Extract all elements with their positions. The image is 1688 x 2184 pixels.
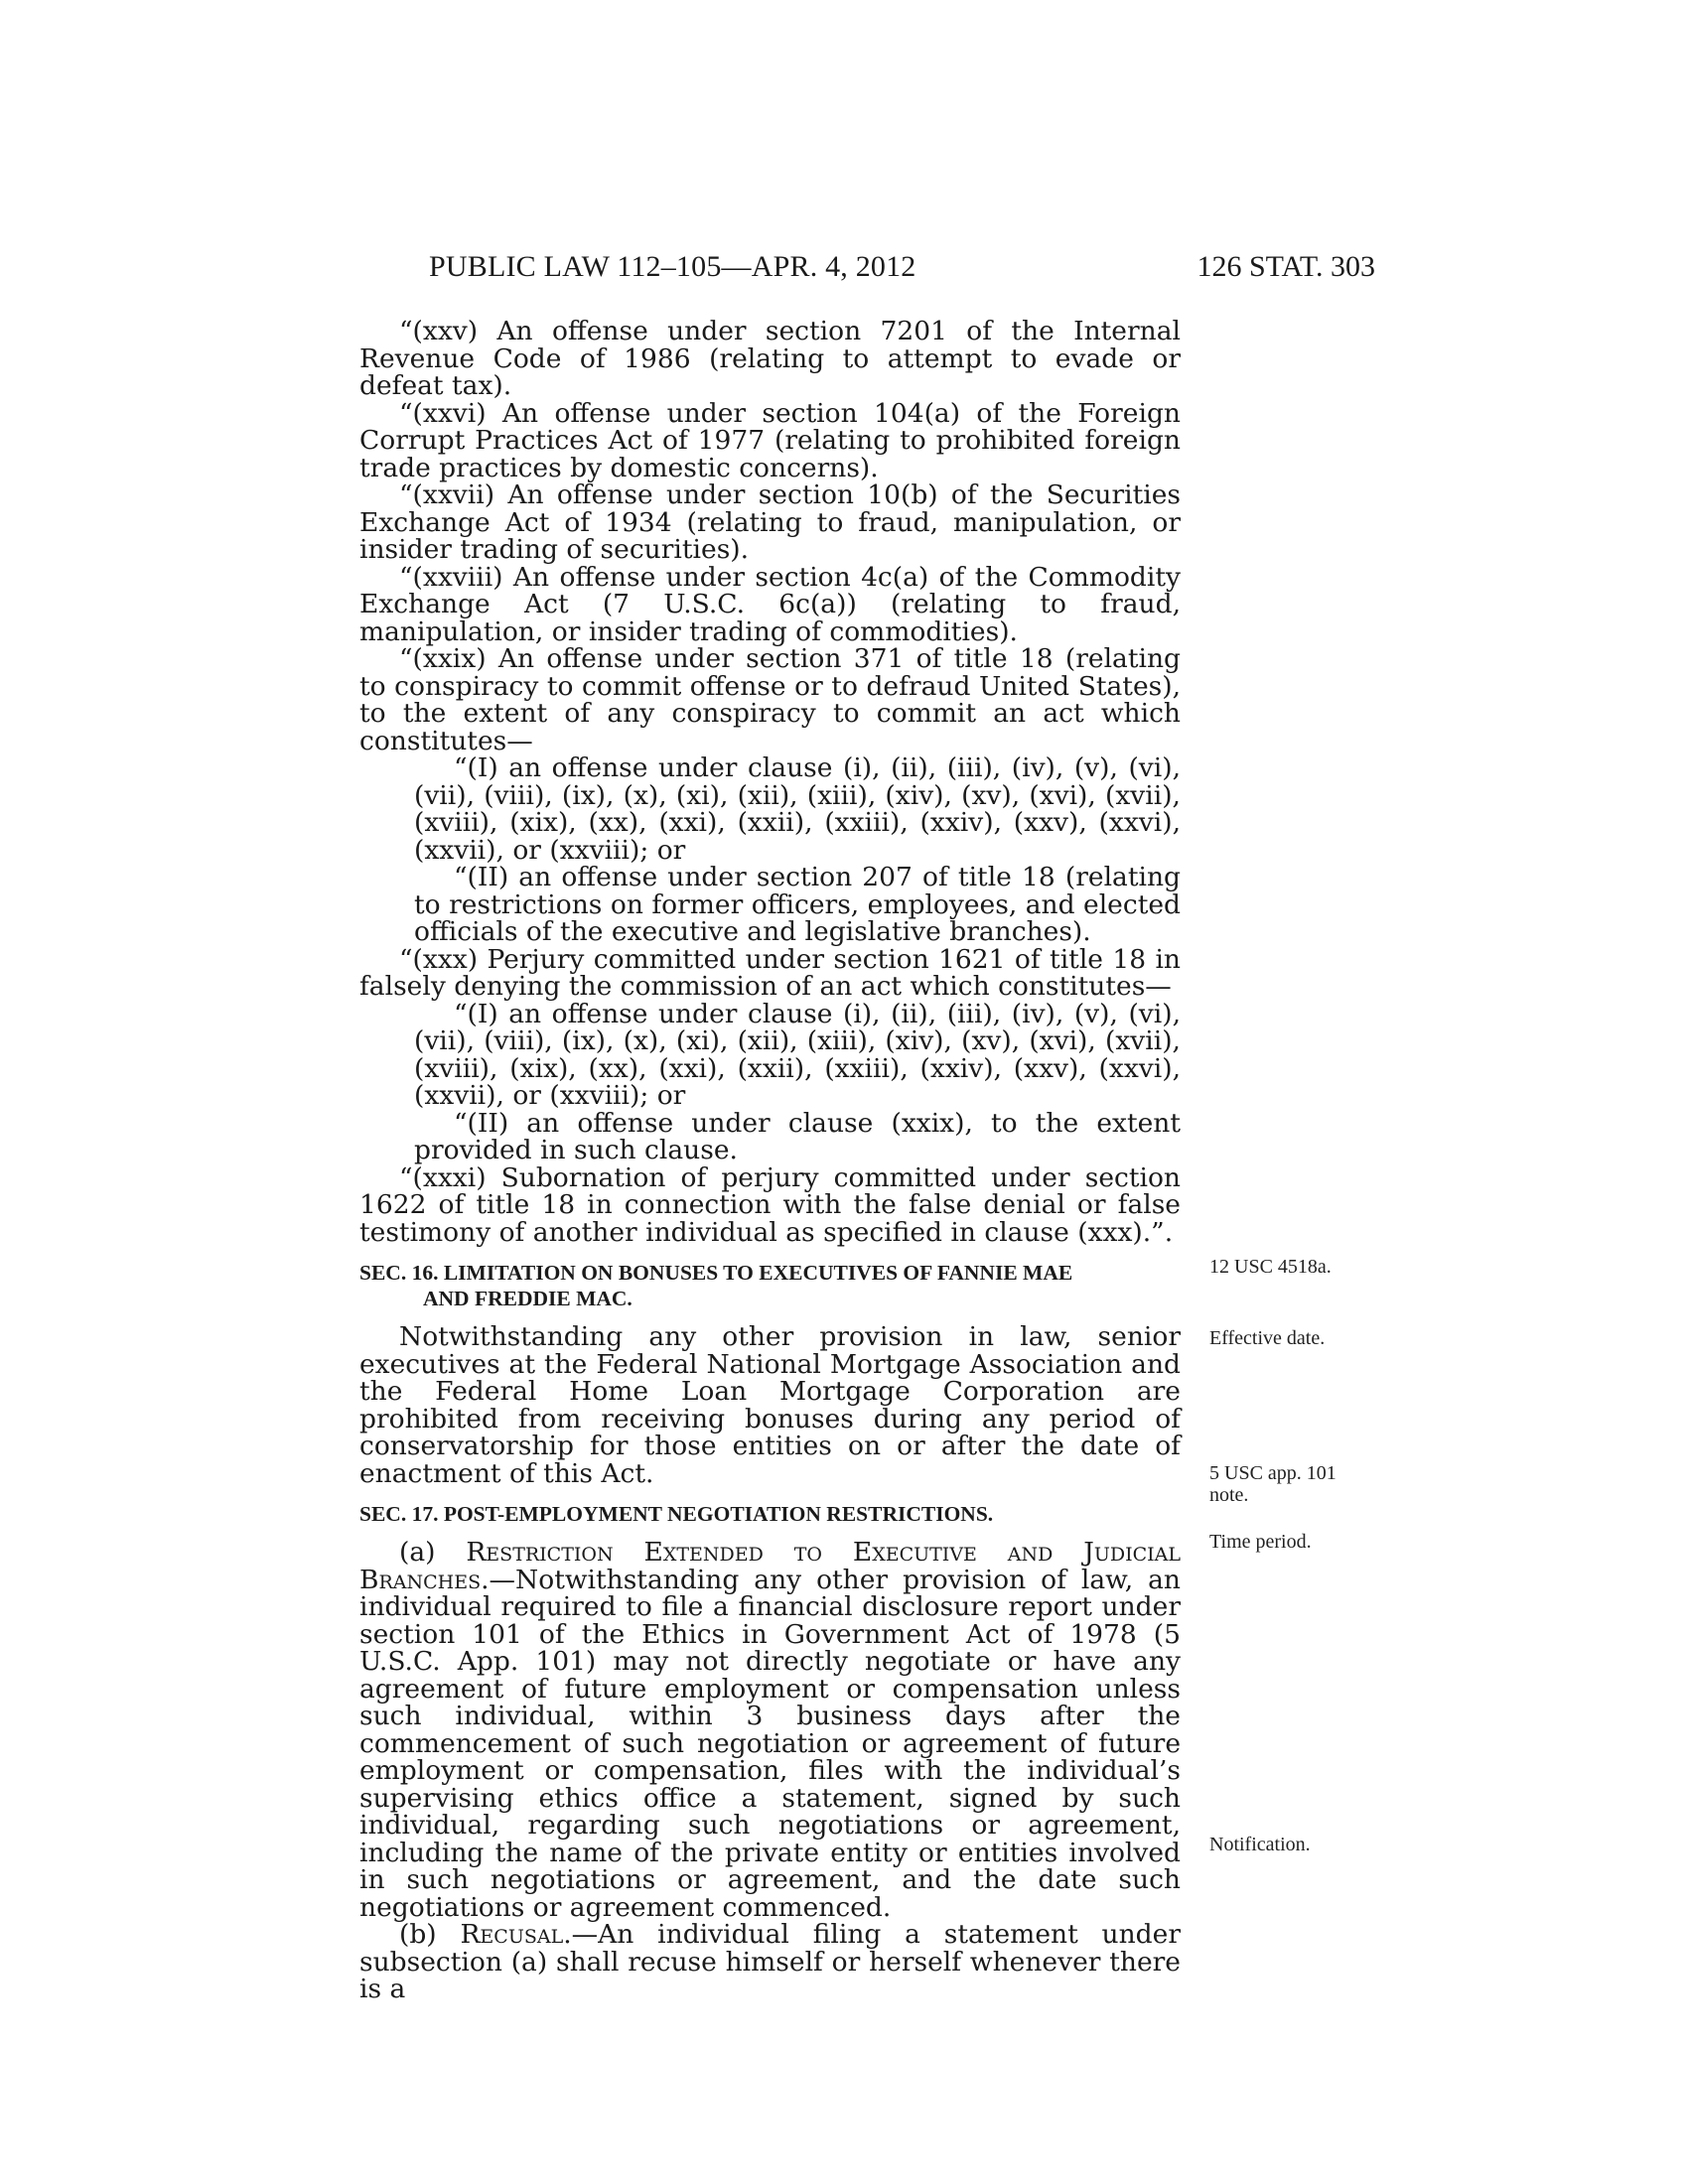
- margin-note-usc-4518a: 12 USC 4518a.: [1209, 1256, 1332, 1278]
- margin-note-effective-date: Effective date.: [1209, 1327, 1326, 1349]
- sec16-heading-line1: SEC. 16. LIMITATION ON BONUSES TO EXECUTIVES OF FANNIE MAE: [359, 1261, 1073, 1285]
- sec17-a-caption: Restriction Extended to Executive and Judicial Branches.: [359, 1537, 1181, 1595]
- clause-xxvi: “(xxvi) An offense under section 104(a) of the Foreign Corrupt Practices Act of 1977 (relating to prohibited foreign trade practices by domestic concerns).: [359, 397, 1181, 483]
- clause-xxix-subclause-i: “(I) an offense under clause (i), (ii), (iii), (iv), (v), (vi), (vii), (viii), (ix), (x), (xi), (xii), (xiii), (xiv), (xv), (xvi), (xvii), (xviii), (xix), (xx), (xxi), (xxii), (xxiii), (xxiv), (xxv), (xxvi), (xxvii), or (xxviii); or: [414, 752, 1181, 866]
- running-head-title: PUBLIC LAW 112–105—APR. 4, 2012: [429, 250, 916, 283]
- sec17-b-caption: Recusal.: [460, 1919, 572, 1950]
- margin-note-time-period: Time period.: [1209, 1531, 1312, 1553]
- margin-note-usc-app-101: 5 USC app. 101 note.: [1209, 1462, 1336, 1506]
- clause-xxv: “(xxv) An offense under section 7201 of the Internal Revenue Code of 1986 (relating to attempt to evade or defeat tax).: [359, 316, 1181, 401]
- sec17-subsection-b: [359, 1921, 1181, 2003]
- margin-note-notification: Notification.: [1209, 1834, 1311, 1855]
- sec17-a-label: (a): [399, 1537, 467, 1568]
- clause-xxix: “(xxix) An offense under section 371 of title 18 (relating to conspiracy to commit offense or to defraud United States), to the extent of any conspiracy to commit an act which constitutes—: [359, 643, 1181, 756]
- sec16-heading-line2: AND FREDDIE MAC.: [423, 1287, 633, 1310]
- clause-xxx: “(xxx) Perjury committed under section 1621 of title 18 in falsely denying the commission of an act which constitutes—: [359, 943, 1181, 1002]
- clause-xxxi: “(xxxi) Subornation of perjury committed under section 1622 of title 18 in connection with the false denial or false testimony of another individual as specified in clause (xxx).”.: [359, 1161, 1181, 1248]
- sec16-body: Notwithstanding any other provision in law, senior executives at the Federal National Mortgage Association and the Federal Home Loan Mortgage Corporation are prohibited from receiving bonuses during any period of conservatorship for those entities on or after the date of enactment of this Act.: [359, 1321, 1181, 1489]
- sec17-heading: SEC. 17. POST-EMPLOYMENT NEGOTIATION RESTRICTIONS.: [359, 1502, 994, 1526]
- page-header: [0, 250, 1688, 290]
- clause-xxviii: “(xxviii) An offense under section 4c(a) of the Commodity Exchange Act (7 U.S.C. 6c(a)) (relating to fraud, manipulation, or insider trading of commodities).: [359, 561, 1181, 647]
- sec16-heading: [359, 1260, 1181, 1311]
- main-text-column: [359, 318, 1181, 2003]
- sec17-subsection-a: [359, 1539, 1181, 1921]
- clause-xxix-subclause-ii: “(II) an offense under section 207 of title 18 (relating to restrictions on former officers, employees, and elected officials of the executive and legislative branches).: [414, 862, 1181, 947]
- clause-xxx-subclause-i: “(I) an offense under clause (i), (ii), (iii), (iv), (v), (vi), (vii), (viii), (ix), (x), (xi), (xii), (xiii), (xiv), (xv), (xvi), (xvii), (xviii), (xix), (xx), (xxi), (xxii), (xxiii), (xxiv), (xxv), (xxvi), (xxvii), or (xxviii); or: [414, 998, 1181, 1111]
- statute-page-number: 126 STAT. 303: [1196, 250, 1375, 283]
- clause-xxvii: “(xxvii) An offense under section 10(b) of the Securities Exchange Act of 1934 (relating to fraud, manipulation, or insider trading of securities).: [359, 479, 1181, 565]
- clause-xxx-subclause-ii: “(II) an offense under clause (xxix), to the extent provided in such clause.: [414, 1107, 1181, 1165]
- sec17-b-label: (b): [399, 1919, 461, 1950]
- sec17-a-body: —Notwithstanding any other provision of law, an individual required to file a financial disclosure report under section 101 of the Ethics in Government Act of 1978 (5 U.S.C. App. 101) may not directly negotiate or have any agreement of future employment or compensation unless such individual, within 3 business days after the commencement of such negotiation or agreement of future employment or compensation, files with the individual’s supervising ethics office a statement, signed by such individual, regarding such negotiations or agreement, including the name of the private entity or entities involved in such negotiations or agreement, and the date such negotiations or agreement commenced.: [359, 1564, 1181, 1923]
- sec17-b-body: —An individual filing a statement under subsection (a) shall recuse himself or herself whenever there is a: [359, 1919, 1181, 2004]
